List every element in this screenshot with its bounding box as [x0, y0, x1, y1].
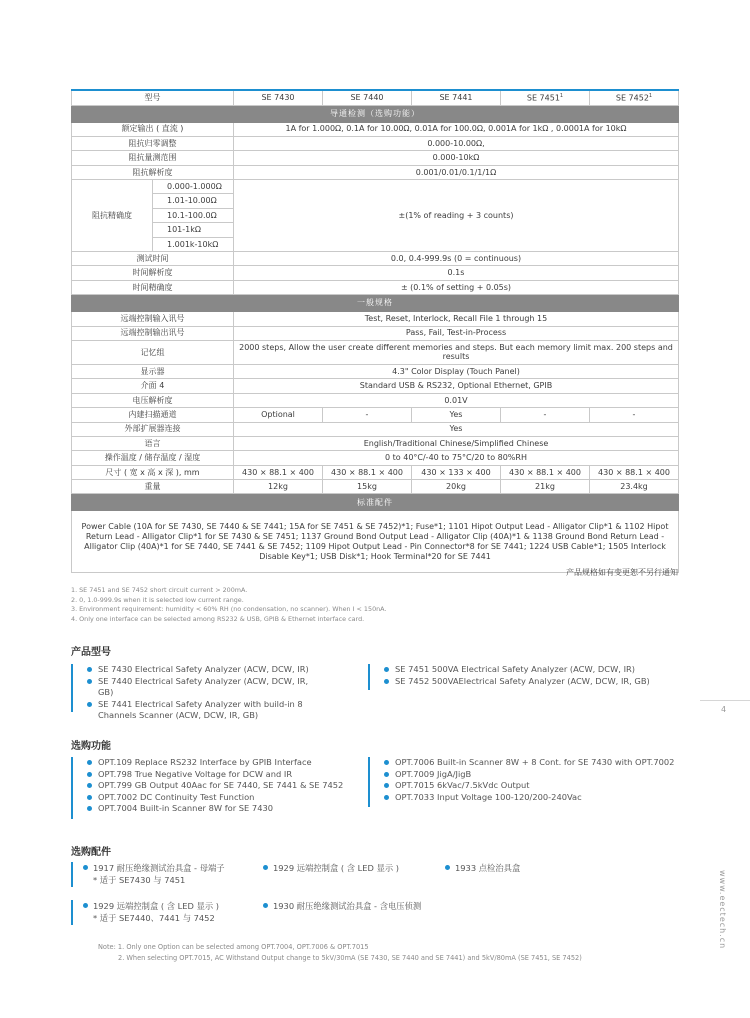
table-row: 尺寸 ( 宽 x 高 x 深 ), mm 430 × 88.1 × 400 430 × 88.1 × 400 430 × 133 × 400 430 × 88.1 × 400 430 × 88.1 × 400 — [72, 465, 679, 479]
models-accent-bar — [71, 664, 73, 712]
table-row: 记忆组 2000 steps, Allow the user create different memories and steps. But each memory limit max. 200 steps and results — [72, 340, 679, 364]
list-item: SE 7440 Electrical Safety Analyzer (ACW, DCW, IR, GB) — [85, 676, 320, 699]
table-row: 1.01-10.00Ω — [72, 194, 679, 208]
table-row: 显示器 4.3" Color Display (Touch Panel) — [72, 364, 679, 378]
table-row: 时间精确度 ± (0.1% of setting + 0.05s) — [72, 280, 679, 294]
table-row: 外部扩展器连接 Yes — [72, 422, 679, 436]
table-header — [72, 90, 679, 105]
options-list-left — [85, 757, 370, 815]
table-row: Power Cable (10A for SE 7430, SE 7440 & SE 7441; 15A for SE 7451 & SE 7452)*1; Fuse*1; 1101 Hipot Output Lead - Alligator Clip*1 & 1102 Hipot Return Lead - Alligator Clip*1 for SE 7430 & SE 7451; 1137 Ground Bond Output Lead - Alligator Clip (40A)*1 & 1138 Ground Bond Return Lead - Alligator Clip (40A)*1 for SE 7440, SE 7441 & SE 7452; 1109 Hipot Output Lead - Pin Connector*8 for SE 7441; 1224 USB Cable*1; 1505 Interlock Disable Key*1; USB Disk*1; Hook Terminal*20 for SE 7441 — [72, 511, 679, 573]
page-rule — [700, 700, 750, 701]
list-item: OPT.7006 Built-in Scanner 8W + 8 Cont. for SE 7430 with OPT.7002 — [382, 757, 682, 769]
table-notes: 1. SE 7451 and SE 7452 short circuit current > 200mA. 2. 0, 1.0-999.9s when it is selected low current range. 3. Environment requirement: humidity < 60% RH (no condensation, no scanner). When I < 150nA. 4. Only one interface can be selected among RS232 & USB, GPIB & Ethernet interface card. — [71, 586, 387, 623]
section-ground-bond: 导通检测（选购功能） — [72, 105, 679, 122]
list-item: OPT.109 Replace RS232 Interface by GPIB Interface — [85, 757, 370, 769]
spec-change-notice: 产品规格如有变更恕不另行通知 — [566, 568, 678, 577]
accessory-item: 1933 点检治具盒 — [455, 862, 520, 874]
list-item: SE 7430 Electrical Safety Analyzer (ACW, DCW, IR) — [85, 664, 320, 676]
table-row: 1.001k-10kΩ — [72, 237, 679, 251]
list-item: OPT.7002 DC Continuity Test Function — [85, 792, 370, 804]
models-list-right — [382, 664, 682, 687]
list-item: SE 7441 Electrical Safety Analyzer with build-in 8 Channels Scanner (ACW, DCW, IR, GB) — [85, 699, 320, 722]
table-row: 测试时间 0.0, 0.4-999.9s (0 = continuous) — [72, 252, 679, 266]
list-item: SE 7451 500VA Electrical Safety Analyzer (ACW, DCW, IR) — [382, 664, 682, 676]
accessory-item: 1929 远端控制盒 ( 含 LED 显示 ) * 适于 SE7440、7441 与 7452 — [93, 900, 219, 924]
models-accent-bar-right — [368, 664, 370, 690]
accessory-accent-bar — [71, 900, 73, 925]
list-item: OPT.7004 Built-in Scanner 8W for SE 7430 — [85, 803, 370, 815]
list-item: SE 7452 500VAElectrical Safety Analyzer (ACW, DCW, IR, GB) — [382, 676, 682, 688]
models-list-left — [85, 664, 320, 722]
table-row: 语言 English/Traditional Chinese/Simplified Chinese — [72, 436, 679, 450]
header-se7430: SE 7430 — [234, 90, 323, 105]
accessory-item: 1917 耐压绝缘测试治具盒 - 母端子 * 适于 SE7430 与 7451 — [93, 862, 225, 886]
options-list-right — [382, 757, 682, 803]
table-row: 操作温度 / 储存温度 / 湿度 0 to 40°C/-40 to 75°C/20 to 80%RH — [72, 451, 679, 465]
accessories-heading: 选购配件 — [71, 847, 111, 858]
options-accent-bar — [71, 757, 73, 819]
section-accessories: 标准配件 — [72, 494, 679, 511]
table-row: 远端控制输入讯号 Test, Reset, Interlock, Recall File 1 through 15 — [72, 312, 679, 326]
options-accent-bar-right — [368, 757, 370, 807]
table-row: 10.1-100.0Ω — [72, 208, 679, 222]
page-number: 4 — [721, 705, 727, 714]
table-row: 阻抗解析度 0.001/0.01/0.1/1/1Ω — [72, 165, 679, 179]
header-model: 型号 — [72, 90, 234, 105]
options-footnote: Note: 1. Only one Option can be selected among OPT.7004, OPT.7006 & OPT.7015 2. When selecting OPT.7015, AC Withstand Output change to 5kV/30mA (SE 7430, SE 7440 and SE 7441) and 5kV/80mA (SE 7451, SE 7452) — [98, 943, 582, 962]
header-se7452: SE 7452$^1$ — [590, 90, 679, 105]
list-item: OPT.798 True Negative Voltage for DCW and IR — [85, 769, 370, 781]
accessory-item: 1930 耐压绝缘测试治具盒 - 含电压侦测 — [273, 900, 421, 912]
table-row: 额定输出 ( 直流 ) 1A for 1.000Ω, 0.1A for 10.00Ω, 0.01A for 100.0Ω, 0.001A for 1kΩ , 0.0001A for 10kΩ — [72, 122, 679, 136]
list-item: OPT.7015 6kVac/7.5kVdc Output — [382, 780, 682, 792]
header-se7451: SE 7451$^1$ — [501, 90, 590, 105]
section-general: 一般规格 — [72, 295, 679, 312]
list-item: OPT.7009 JigA/JigB — [382, 769, 682, 781]
table-row: 远端控制输出讯号 Pass, Fail, Test-in-Process — [72, 326, 679, 340]
table-row: 内建扫描通道 Optional - Yes - - — [72, 408, 679, 422]
table-row: 重量 12kg 15kg 20kg 21kg 23.4kg — [72, 480, 679, 494]
header-se7440: SE 7440 — [323, 90, 412, 105]
models-heading: 产品型号 — [71, 647, 111, 658]
header-se7441: SE 7441 — [412, 90, 501, 105]
table-row: 电压解析度 0.01V — [72, 393, 679, 407]
table-row: 时间解析度 0.1s — [72, 266, 679, 280]
table-row: 阻抗精确度 0.000-1.000Ω ±(1% of reading + 3 counts) — [72, 180, 679, 194]
website-url[interactable]: www.eectech.cn — [718, 870, 727, 950]
list-item: OPT.7033 Input Voltage 100-120/200-240Vac — [382, 792, 682, 804]
options-heading: 选购功能 — [71, 741, 111, 752]
spec-table — [71, 89, 679, 573]
table-row: 101-1kΩ — [72, 223, 679, 237]
table-row: 阻抗量测范围 0.000-10kΩ — [72, 151, 679, 165]
table-row: 阻抗归零调整 0.000-10.00Ω, — [72, 136, 679, 150]
table-row: 介面 4 Standard USB & RS232, Optional Ethernet, GPIB — [72, 379, 679, 393]
list-item: OPT.799 GB Output 40Aac for SE 7440, SE 7441 & SE 7452 — [85, 780, 370, 792]
accessory-accent-bar — [71, 862, 73, 887]
accessory-item: 1929 远端控制盒 ( 含 LED 显示 ) — [273, 862, 399, 874]
